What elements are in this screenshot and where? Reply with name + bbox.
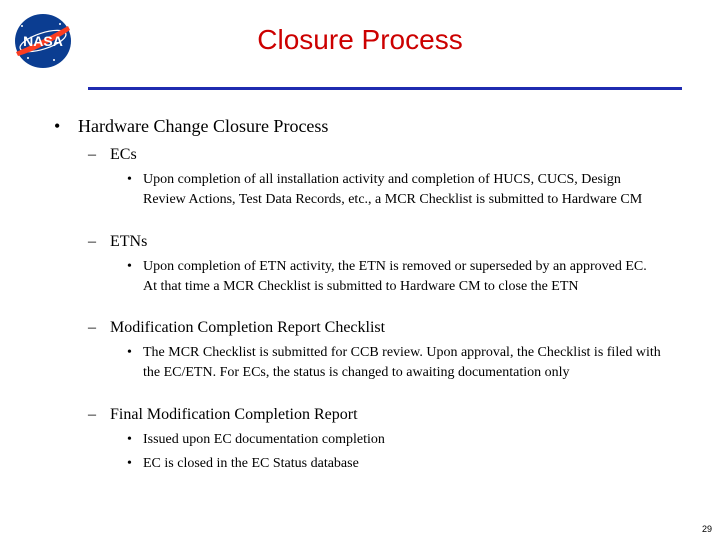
bullet-dot: • [54,116,61,136]
dash-marker: – [88,319,96,336]
list-item [127,343,663,382]
bullet-dot: • [127,172,132,187]
list-item-text: The MCR Checklist is submitted for CCB review. Upon approval, the Checklist is filed with the EC/ETN. For ECs, the status is changed to awaiting documentation only [143,345,661,380]
list-item [127,430,663,450]
section-ecs [88,146,137,164]
list-item-text: Issued upon EC documentation completion [143,432,385,447]
dash-marker: – [88,233,96,250]
nasa-logo [10,12,76,70]
dash-marker: – [88,406,96,423]
page-number: 29 [701,524,712,534]
bullet-dot: • [127,345,132,360]
section-label: Final Modification Completion Report [110,406,358,423]
main-bullet [54,116,329,137]
list-item [127,257,663,296]
list-item [127,170,663,209]
bullet-dot: • [127,432,132,447]
list-item-text: Upon completion of all installation activity and completion of HUCS, CUCS, Design Review Actions, Test Data Records, etc., a MCR Checklist is submitted to Hardware CM [143,172,643,207]
bullet-dot: • [127,259,132,274]
list-item [127,454,663,474]
section-label: Modification Completion Report Checklist [110,319,386,336]
section-etns [88,233,148,251]
section-label: ECs [110,146,137,163]
main-bullet-text: Hardware Change Closure Process [78,116,329,136]
list-item-text: EC is closed in the EC Status database [143,456,359,471]
slide-title: Closure Process [257,24,463,55]
section-final-mcr [88,406,358,424]
svg-text:NASA: NASA [23,33,63,49]
section-mcr-checklist [88,319,386,337]
title-divider [88,87,682,90]
section-label: ETNs [110,233,148,250]
dash-marker: – [88,146,96,163]
bullet-dot: • [127,456,132,471]
list-item-text: Upon completion of ETN activity, the ETN is removed or superseded by an approved EC. At that time a MCR Checklist is submitted to Hardware CM to close the ETN [143,259,647,294]
